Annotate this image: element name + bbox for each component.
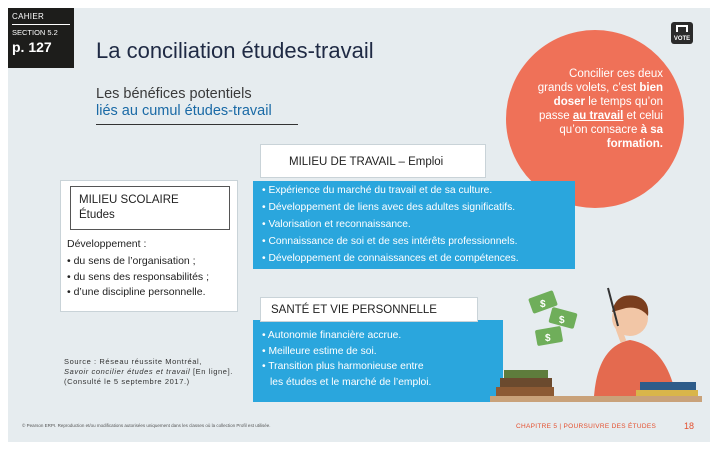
svg-text:$: $ (540, 299, 546, 310)
book-icon (500, 378, 552, 387)
source-line-3: (Consulté le 5 septembre 2017.) (64, 377, 190, 386)
book-icon (504, 370, 548, 378)
page-reference[interactable]: p. 127 (12, 39, 52, 55)
list-item: • Autonomie financière accrue. (262, 330, 402, 341)
list-item: • Transition plus harmonieuse entre (262, 361, 424, 372)
list-item: • Valorisation et reconnaissance. (262, 219, 411, 230)
list-item: • du sens de l’organisation ; (67, 255, 196, 267)
desk (490, 396, 702, 402)
book-icon (496, 387, 554, 396)
work-heading-box (260, 144, 486, 178)
subtitle-line-2: liés au cumul études-travail (96, 103, 272, 119)
work-benefits-list (262, 182, 572, 267)
chapter-label: CHAPITRE 5 | POURSUIVRE DES ÉTUDES (516, 423, 657, 430)
list-item: • Meilleure estime de soi. (262, 345, 377, 357)
vote-label: VOTE (673, 36, 691, 42)
callout-part-3: et celui qu’on consacre (559, 110, 663, 136)
callout-bold-3: à sa formation. (606, 124, 663, 150)
list-item: • Développement de connaissances et de compétences. (262, 253, 519, 264)
subtitle (96, 86, 301, 120)
source-title[interactable]: Savoir concilier études et travail (64, 367, 191, 376)
subtitle-line-1: Les bénéfices potentiels (96, 86, 252, 102)
work-heading: MILIEU DE TRAVAIL – Emploi (289, 156, 444, 168)
callout-text (533, 67, 663, 151)
book-icon (636, 390, 698, 396)
life-benefits-list (262, 328, 500, 390)
list-item: • Développement de liens avec des adultes significatifs. (262, 202, 516, 213)
student-figure (594, 288, 676, 396)
section-label: SECTION 5.2 (12, 28, 58, 37)
tab-divider (12, 24, 70, 25)
source-line-1: Source : Réseau réussite Montréal, (64, 357, 202, 366)
subtitle-underline (96, 124, 298, 125)
source-citation (64, 357, 244, 387)
callout-part-2: le temps qu’on passe (538, 96, 663, 122)
list-item: • Expérience du marché du travail et de sa culture. (262, 185, 493, 196)
svg-text:$: $ (545, 333, 551, 344)
life-heading-box (260, 297, 478, 322)
money-icon (528, 290, 578, 346)
book-icon (640, 382, 696, 390)
callout-part-1: Concilier ces deux grands volets, c’est (537, 68, 663, 94)
callout-bold-1: bien doser (553, 82, 663, 108)
list-item: • Connaissance de soi et de ses intérêts professionnels. (262, 236, 518, 247)
svg-text:$: $ (559, 315, 565, 326)
list-item: les études et le marché de l’emploi. (270, 376, 432, 388)
school-subheading: Études (79, 209, 115, 221)
school-benefits-list (67, 254, 209, 301)
school-intro: Développement : (67, 238, 147, 250)
list-item: • du sens des responsabilités ; (67, 270, 210, 283)
page-title: La conciliation études-travail (96, 38, 374, 63)
source-online: [En ligne]. (190, 367, 233, 376)
callout-bold-2: au travail (572, 110, 624, 122)
life-heading: SANTÉ ET VIE PERSONNELLE (271, 304, 437, 316)
source-line-2 (64, 367, 244, 377)
school-heading: MILIEU SCOLAIRE (79, 194, 179, 206)
list-item: • d’une discipline personnelle. (67, 286, 206, 298)
ballot-box-icon[interactable] (671, 22, 693, 44)
school-heading-box (70, 186, 230, 230)
page-number: 18 (684, 421, 695, 431)
copyright-notice: © Pearson ERPI. Reproduction et/ou modifications autorisées uniquement dans les classes où la collection Profil est utilisée. (22, 423, 271, 428)
student-with-books-and-money-illustration (490, 270, 702, 420)
cahier-label: CAHIER (12, 12, 45, 21)
ballot-box-roof (676, 25, 688, 32)
